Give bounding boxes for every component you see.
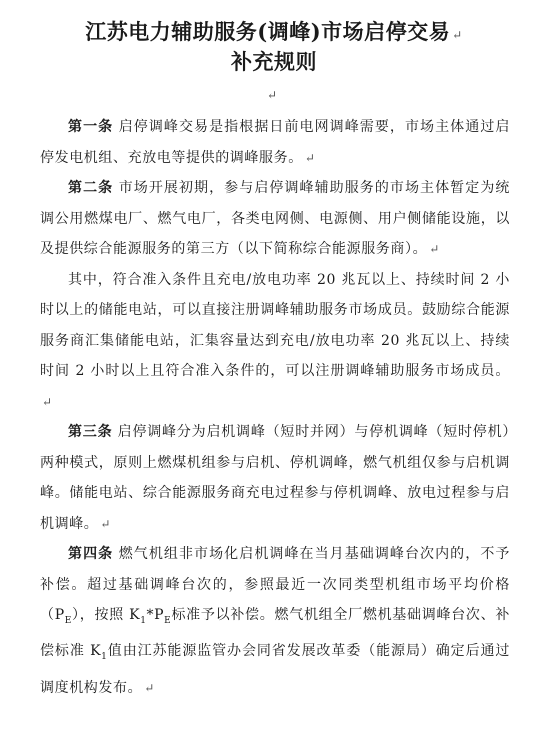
article-text: 燃气机组非市场化启机调峰在当月基础调峰台次内的，不予补偿。超过基础调峰台次的，参照最近一次同类型机组市场平均价格（P	[40, 546, 510, 623]
article-text: 启停调峰交易是指根据日前电网调峰需要，市场主体通过启停发电机组、充放电等提供的调峰服务。	[40, 119, 510, 166]
subscript: 1	[101, 652, 108, 663]
article-number: 第二条	[68, 180, 114, 196]
paragraph-mark-icon: ↵	[100, 516, 112, 531]
article-text: *P	[146, 607, 165, 623]
article-text: 其中，符合准入条件且充电/放电功率 20 兆瓦以上、持续时间 2 小时以上的储能电站，可以直接注册调峰辅助服务市场成员。鼓励综合能源服务商汇集储能电站，汇集容量达到充电/放电功率 20 兆瓦以上、持续时间 2 小时以上且符合准入条件的，可以注册调峰辅助服务市场成员。	[40, 271, 510, 379]
article-2-detail	[40, 265, 510, 418]
article-4	[40, 539, 510, 703]
article-2	[40, 173, 510, 265]
document-title-line2	[0, 44, 548, 80]
article-text: 值由江苏能源监管办会同省发展改革委（能源局）确定后通过调度机构发布。	[40, 643, 510, 696]
article-text: 市场开展初期，参与启停调峰辅助服务的市场主体暂定为统调公用燃煤电厂、燃气电厂，各类电网侧、电源侧、用户侧储能设施，以及提供综合能源服务的第三方（以下简称综合能源服务商）。	[40, 180, 510, 257]
document-body	[40, 112, 510, 703]
article-number: 第一条	[68, 119, 114, 135]
subscript: E	[64, 615, 72, 626]
paragraph-mark-icon: ↵	[429, 242, 440, 256]
paragraph-mark-icon: ↵	[267, 88, 278, 102]
paragraph-mark-icon: ↵	[144, 680, 155, 695]
article-number: 第三条	[68, 424, 113, 440]
paragraph-mark-icon: ↵	[452, 28, 463, 42]
title-text-2: 补充规则	[231, 49, 317, 74]
title-text-1: 江苏电力辅助服务(调峰)市场启停交易	[85, 19, 451, 44]
subscript: 1	[140, 615, 147, 626]
article-1	[40, 112, 510, 173]
article-text: ），按照 K	[71, 607, 141, 623]
article-3	[40, 417, 510, 539]
subscript: E	[164, 615, 172, 626]
article-text: 标准予以补偿。燃气机组全厂燃机基础调峰台次、补偿标准 K	[40, 607, 510, 660]
paragraph-mark-icon: ↵	[304, 150, 316, 165]
article-number: 第四条	[68, 546, 114, 562]
paragraph-mark-icon: ↵	[42, 394, 53, 409]
article-text: 启停调峰分为启机调峰（短时并网）与停机调峰（短时停机）两种模式，原则上燃煤机组参与启机、停机调峰，燃气机组仅参与启机调峰。储能电站、综合能源服务商充电过程参与停机调峰、放电过程参与启机调峰。	[40, 424, 510, 532]
